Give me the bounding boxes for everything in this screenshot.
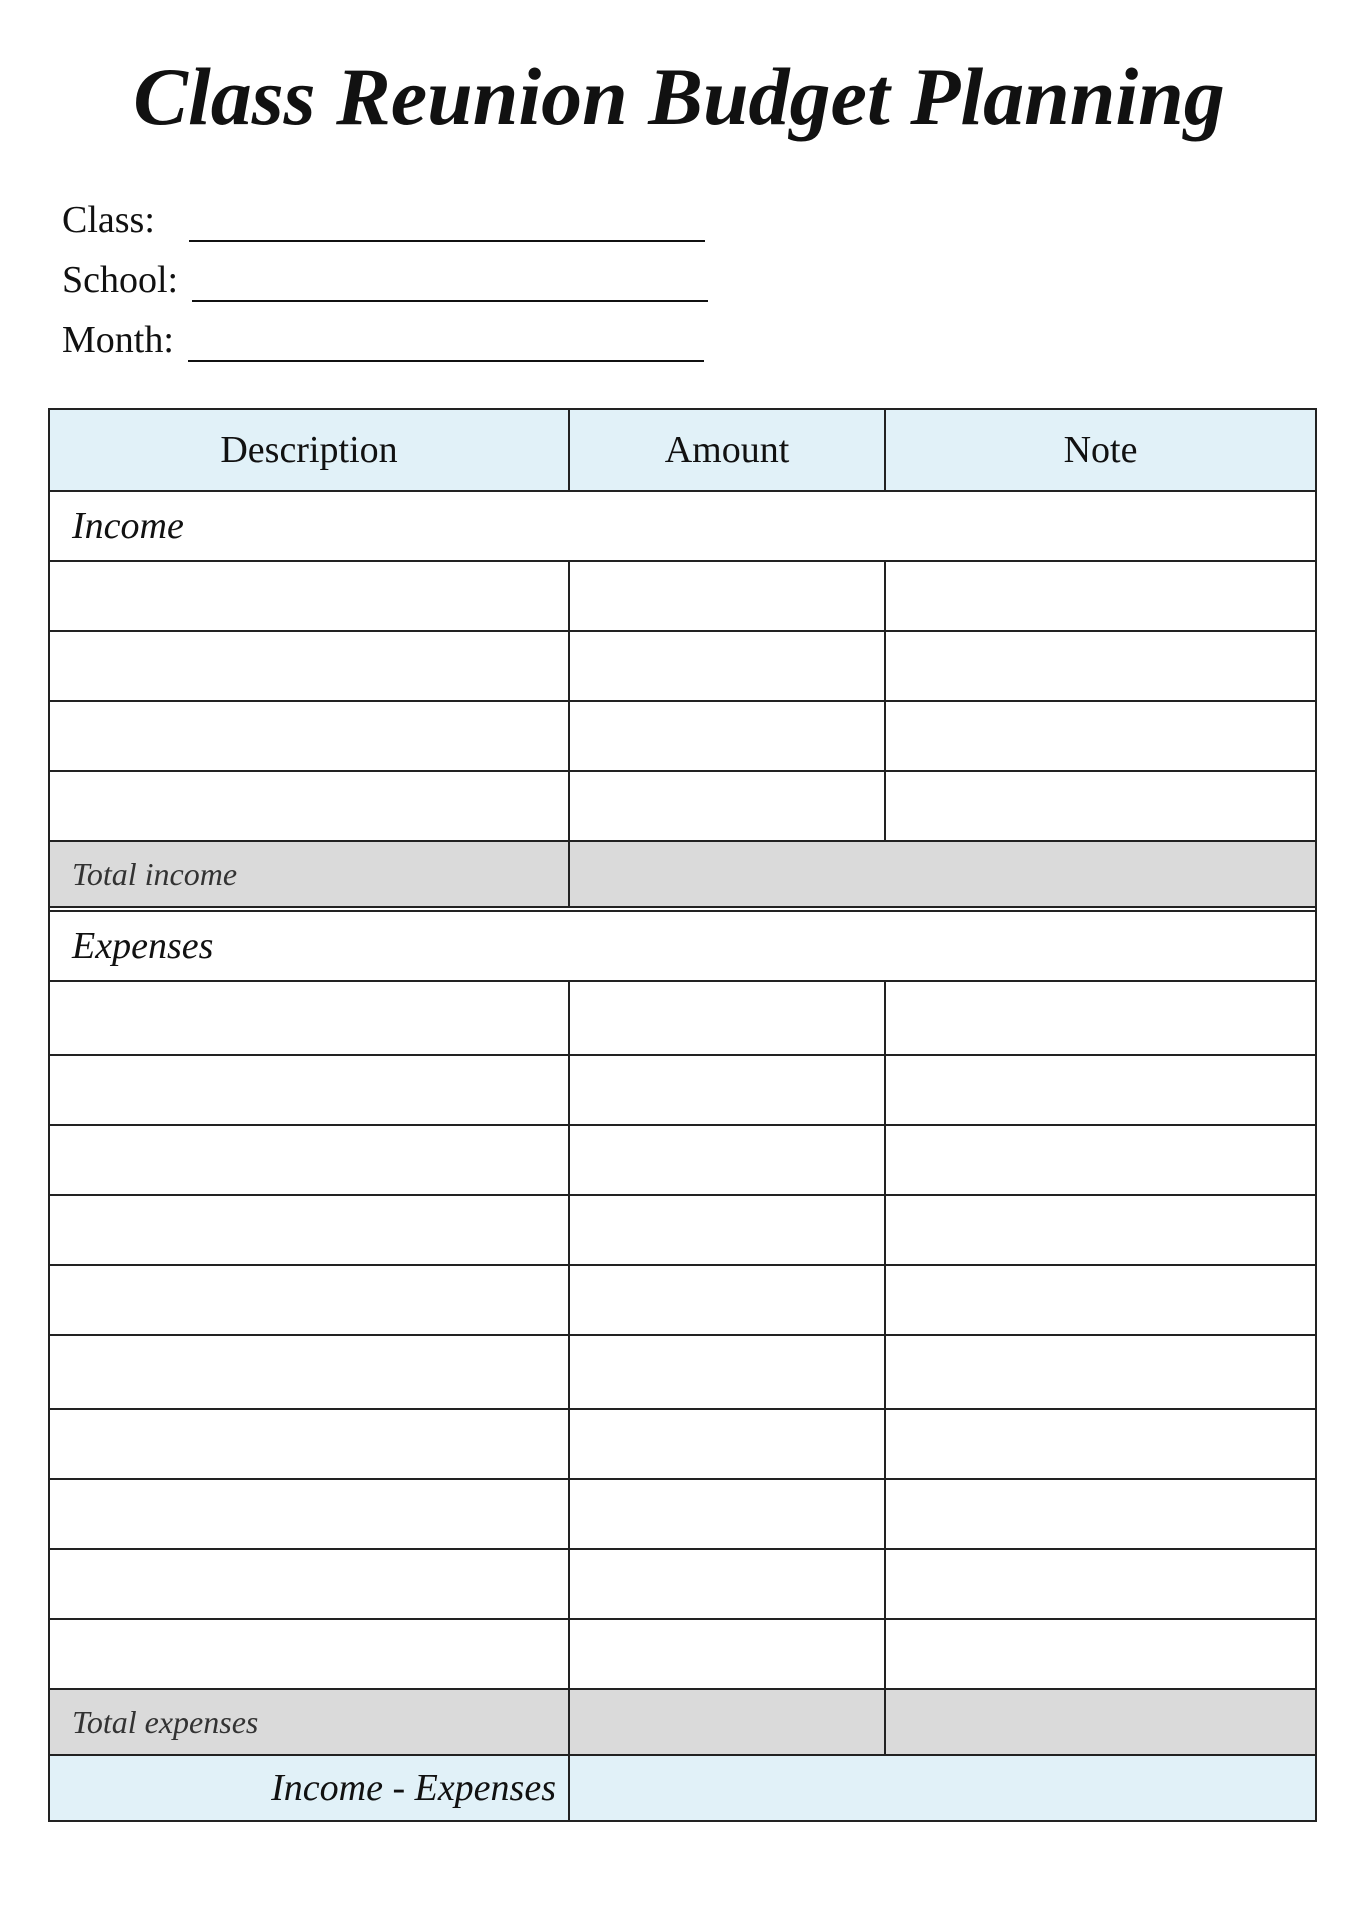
- net-row: [49, 1755, 1316, 1821]
- income-amount-cell[interactable]: [569, 701, 885, 771]
- expense-description-cell[interactable]: [49, 1125, 569, 1195]
- expense-description-cell[interactable]: [49, 1409, 569, 1479]
- expense-entry-row: [49, 1055, 1316, 1125]
- expense-description-cell[interactable]: [49, 1195, 569, 1265]
- income-entry-row: [49, 561, 1316, 631]
- expense-description-cell[interactable]: [49, 1055, 569, 1125]
- expense-note-cell[interactable]: [885, 1335, 1316, 1409]
- expense-note-cell[interactable]: [885, 981, 1316, 1055]
- income-description-cell[interactable]: [49, 561, 569, 631]
- expense-note-cell[interactable]: [885, 1409, 1316, 1479]
- expense-entry-row: [49, 1619, 1316, 1689]
- header-description: Description: [49, 409, 569, 491]
- expense-entry-row: [49, 1409, 1316, 1479]
- budget-table: [48, 408, 1317, 1822]
- school-input-line[interactable]: [192, 266, 708, 302]
- income-amount-cell[interactable]: [569, 631, 885, 701]
- income-entry-row: [49, 771, 1316, 841]
- expense-amount-cell[interactable]: [569, 1479, 885, 1549]
- header-note: Note: [885, 409, 1316, 491]
- table-header-row: [49, 409, 1316, 491]
- expense-entry-row: [49, 1549, 1316, 1619]
- total-income-label: Total income: [49, 841, 569, 907]
- expense-amount-cell[interactable]: [569, 1055, 885, 1125]
- month-field-row: [62, 302, 708, 362]
- income-description-cell[interactable]: [49, 701, 569, 771]
- expense-description-cell[interactable]: [49, 1619, 569, 1689]
- class-label: Class:: [62, 199, 155, 241]
- expense-description-cell[interactable]: [49, 981, 569, 1055]
- page-title: Class Reunion Budget Planning: [133, 51, 1225, 142]
- income-description-cell[interactable]: [49, 771, 569, 841]
- info-fields: [62, 182, 708, 362]
- expense-amount-cell[interactable]: [569, 1125, 885, 1195]
- expenses-section-row: [49, 911, 1316, 981]
- income-entry-row: [49, 631, 1316, 701]
- expense-amount-cell[interactable]: [569, 981, 885, 1055]
- income-entry-row: [49, 701, 1316, 771]
- income-note-cell[interactable]: [885, 701, 1316, 771]
- expense-note-cell[interactable]: [885, 1619, 1316, 1689]
- expense-amount-cell[interactable]: [569, 1409, 885, 1479]
- expense-note-cell[interactable]: [885, 1055, 1316, 1125]
- income-section-label: Income: [49, 491, 1316, 561]
- expense-note-cell[interactable]: [885, 1195, 1316, 1265]
- expense-note-cell[interactable]: [885, 1265, 1316, 1335]
- total-expenses-label: Total expenses: [49, 1689, 569, 1755]
- table-body: [49, 491, 1316, 1821]
- expense-note-cell[interactable]: [885, 1125, 1316, 1195]
- income-section-row: [49, 491, 1316, 561]
- expense-entry-row: [49, 1125, 1316, 1195]
- school-field-row: [62, 242, 708, 302]
- school-label: School:: [62, 259, 179, 301]
- expense-entry-row: [49, 1195, 1316, 1265]
- net-value-cell[interactable]: [569, 1755, 1316, 1821]
- income-note-cell[interactable]: [885, 771, 1316, 841]
- income-note-cell[interactable]: [885, 631, 1316, 701]
- expense-description-cell[interactable]: [49, 1265, 569, 1335]
- income-total-row: [49, 841, 1316, 907]
- expense-description-cell[interactable]: [49, 1335, 569, 1409]
- expense-amount-cell[interactable]: [569, 1619, 885, 1689]
- class-input-line[interactable]: [189, 206, 705, 242]
- expense-note-cell[interactable]: [885, 1549, 1316, 1619]
- expense-amount-cell[interactable]: [569, 1195, 885, 1265]
- income-note-cell[interactable]: [885, 561, 1316, 631]
- income-description-cell[interactable]: [49, 631, 569, 701]
- expenses-total-row: [49, 1689, 1316, 1755]
- expense-description-cell[interactable]: [49, 1479, 569, 1549]
- class-field-row: [62, 182, 708, 242]
- total-expenses-note-cell[interactable]: [885, 1689, 1316, 1755]
- total-income-value-cell[interactable]: [569, 841, 1316, 907]
- expense-amount-cell[interactable]: [569, 1335, 885, 1409]
- month-input-line[interactable]: [188, 326, 704, 362]
- expense-entry-row: [49, 1479, 1316, 1549]
- expense-description-cell[interactable]: [49, 1549, 569, 1619]
- header-amount: Amount: [569, 409, 885, 491]
- expenses-section-label: Expenses: [49, 911, 1316, 981]
- expense-amount-cell[interactable]: [569, 1549, 885, 1619]
- total-expenses-amount-cell[interactable]: [569, 1689, 885, 1755]
- expense-entry-row: [49, 1265, 1316, 1335]
- income-amount-cell[interactable]: [569, 561, 885, 631]
- expense-note-cell[interactable]: [885, 1479, 1316, 1549]
- net-label: Income - Expenses: [49, 1755, 569, 1821]
- expense-amount-cell[interactable]: [569, 1265, 885, 1335]
- expense-entry-row: [49, 981, 1316, 1055]
- month-label: Month:: [62, 319, 174, 361]
- income-amount-cell[interactable]: [569, 771, 885, 841]
- expense-entry-row: [49, 1335, 1316, 1409]
